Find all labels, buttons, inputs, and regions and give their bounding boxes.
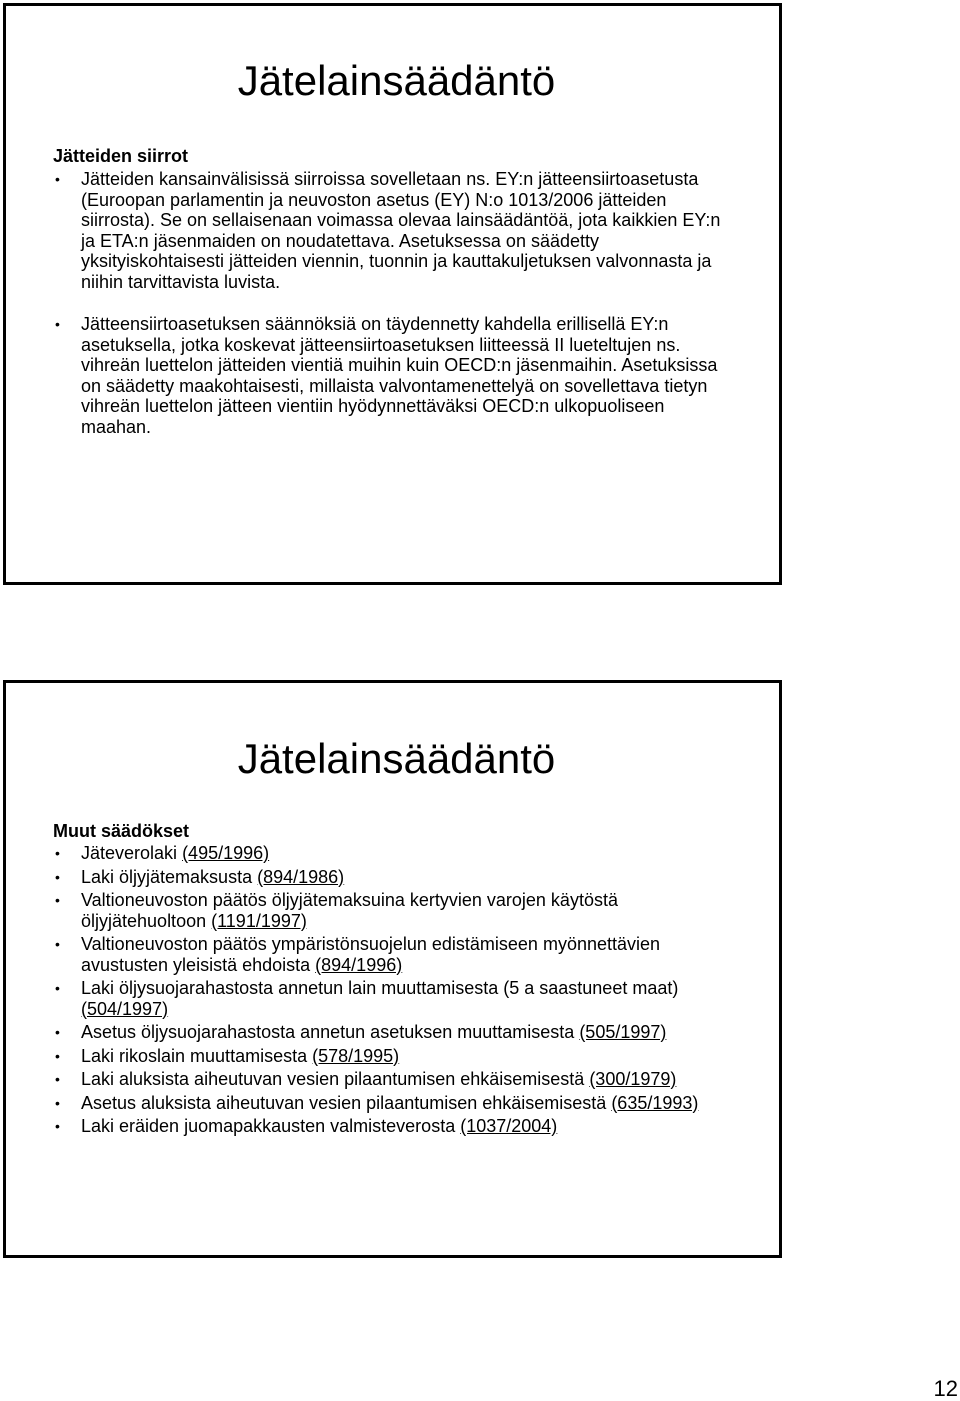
statute-name: Laki öljyjätemaksusta [81,866,253,887]
statute-list [53,843,739,1140]
section-heading: Muut säädökset [53,821,190,841]
statute-name: Valtioneuvoston päätös öljyjätemaksuina kertyvien varojen käytöstä öljyjätehuoltoon [81,890,618,931]
section-heading: Jätteiden siirrot [53,146,189,166]
list-item [53,867,739,888]
bullet-text: Jätteensiirtoasetuksen säännöksiä on täydennetty kahdella erillisellä EY:n asetuksella, jotka koskevat jätteensiirtoasetuksen liitteessä II lueteltujen ns. vihreän luettelon jätteiden vientiä muihin kuin OECD:n jäsenmaihin. Asetuksissa on säädetty maakohtaisesti, millaista valvontamenettelyä on sovellettava tietyn vihreän luettelon jätteen vientiin hyödynnettäväksi OECD:n ulkopuoliseen maahan. [81,314,718,437]
statute-reference-link[interactable]: (894/1986) [257,866,345,887]
statute-reference-link[interactable]: (894/1996) [315,954,403,975]
statute-reference-link[interactable]: (495/1996) [182,843,270,863]
bullet-icon: • [55,171,60,187]
statute-reference-link[interactable]: (505/1997) [579,1022,667,1042]
bullet-icon: • [55,1094,60,1111]
list-item [53,934,739,975]
list-item [53,978,739,1019]
page-number: 12 [933,1376,958,1401]
list-item [53,314,739,437]
list-item [53,890,739,931]
statute-reference-link[interactable]: (635/1993) [611,1092,699,1113]
statute-name: Laki öljysuojarahastosta annetun lain muuttamisesta (5 a saastuneet maat) [81,978,679,998]
list-item [53,843,739,864]
statute-name: Valtioneuvoston päätös ympäristönsuojelun edistämiseen myönnettävien avustusten yleisistä ehdoista [81,934,661,975]
statute-name: Asetus öljysuojarahastosta annetun asetuksen muuttamisesta [81,1022,575,1042]
bullet-icon: • [55,892,60,908]
bullet-icon: • [55,1071,60,1087]
statute-name: Laki rikoslain muuttamisesta [81,1045,308,1066]
bullet-icon: • [55,316,60,332]
list-item [53,1116,739,1137]
bullet-icon: • [55,936,60,952]
bullet-icon: • [55,1118,60,1134]
bullet-icon: • [55,1047,60,1064]
bullet-icon: • [55,868,60,885]
statute-reference-link[interactable]: (1037/2004) [460,1116,558,1136]
statute-name: Laki aluksista aiheutuvan vesien pilaantumisen ehkäisemisestä [81,1069,585,1089]
statute-reference-link[interactable]: (504/1997) [81,998,169,1019]
bullet-icon: • [55,845,60,861]
bullet-text: Jätteiden kansainvälisissä siirroissa sovelletaan ns. EY:n jätteensiirtoasetusta (Euroopan parlamentin ja neuvoston asetus (EY) N:o 1013/2006 jätteiden siirrosta). Se on sellaisenaan voimassa olevaa lainsäädäntöä, jota kaikkien EY:n ja ETA:n jäsenmaiden on noudatettava. Asetuksessa on säädetty yksityiskohtaisesti jätteiden viennin, tuonnin ja kauttakuljetuksen valvonnasta ja niihin tarvittavista luvista. [81,169,721,292]
statute-reference-link[interactable]: (578/1995) [312,1045,400,1066]
list-item [53,169,739,292]
list-item [53,1069,739,1090]
bullet-icon: • [55,1024,60,1040]
statute-reference-link[interactable]: (300/1979) [589,1069,677,1089]
list-item [53,1022,739,1043]
slide-jatteiden-siirrot [3,3,782,585]
statute-reference-link[interactable]: (1191/1997) [211,910,307,931]
statute-name: Asetus aluksista aiheutuvan vesien pilaantumisen ehkäisemisestä [81,1092,607,1113]
bullet-list [53,169,739,459]
slide-title: Jätelainsäädäntö [237,735,556,782]
slide-title: Jätelainsäädäntö [237,57,556,104]
statute-name: Jäteverolaki [81,843,178,863]
list-item [53,1046,739,1067]
slide-muut-saadokset [3,680,782,1258]
list-item [53,1093,739,1114]
bullet-icon: • [55,980,60,996]
statute-name: Laki eräiden juomapakkausten valmisteverosta [81,1116,456,1136]
